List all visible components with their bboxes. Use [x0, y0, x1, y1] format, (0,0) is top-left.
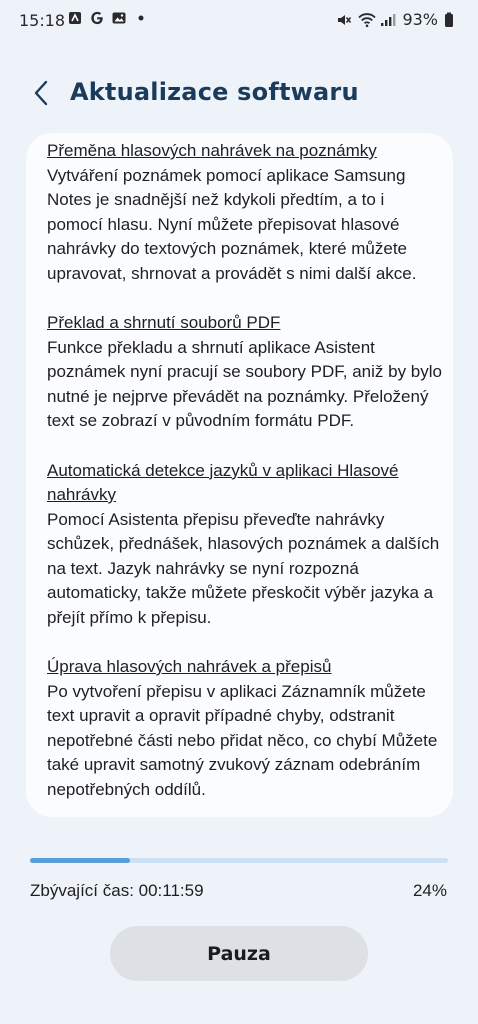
- battery-percent: 93%: [402, 10, 438, 29]
- status-left-icons: [67, 10, 149, 26]
- google-g-icon: [89, 10, 105, 26]
- release-notes-content: [47, 139, 442, 817]
- note-section-body: Funkce překladu a shrnutí aplikace Asistent poznámek nyní pracují se soubory PDF, aniž by bylo nutné je nejprve převádět na poznámky. Přeložený text se zobrazí v původním formátu PDF.: [47, 337, 442, 430]
- chevron-left-icon: [33, 80, 49, 111]
- note-section-body: Po vytvoření přepisu v aplikaci Záznamník můžete text upravit a opravit případné chyby, odstranit nepotřebné části nebo přidat něco, co chybí Můžete také upravit samotný zvukový záznam odebráním nepotřebných oddílů.: [47, 681, 438, 799]
- mute-icon: [336, 12, 352, 28]
- progress-percent-label: 24%: [412, 881, 447, 900]
- status-time: 15:18: [19, 11, 66, 30]
- gallery-icon: [111, 10, 127, 26]
- note-section: [47, 459, 442, 631]
- note-section-title: Přeměna hlasových nahrávek na poznámky: [47, 141, 377, 160]
- progress-bar: [30, 858, 448, 863]
- remaining-time-label: Zbývající čas: 00:11:59: [30, 881, 204, 900]
- note-section-body: Vytváření poznámek pomocí aplikace Samsung Notes je snadnější než kdykoli předtím, a to i pomocí hlasu. Nyní můžete přepisovat hlasové nahrávky do textových poznámek, které můžete upravovat, shrnovat a provádět s nimi další akce.: [47, 165, 417, 283]
- note-section: [47, 655, 442, 802]
- back-button[interactable]: [24, 78, 58, 112]
- wifi-icon: [358, 12, 374, 28]
- note-section-title: Překlad a shrnutí souborů PDF: [47, 313, 281, 332]
- notification-app-icon: [67, 10, 83, 26]
- note-section: [47, 311, 442, 434]
- note-section-title: Úprava hlasových nahrávek a přepisů: [47, 657, 332, 676]
- status-right-icons: [336, 10, 460, 29]
- page-title: Aktualizace softwaru: [70, 78, 359, 106]
- status-bar: [0, 0, 478, 40]
- progress-bar-fill: [30, 858, 130, 863]
- header: [0, 70, 478, 120]
- note-section-title: Automatická detekce jazyků v aplikaci Hlasové nahrávky: [47, 460, 399, 504]
- pause-button[interactable]: Pauza: [110, 926, 368, 981]
- release-notes-card[interactable]: [26, 133, 453, 817]
- battery-icon: [444, 12, 460, 28]
- dot-icon: [133, 10, 149, 26]
- note-section: [47, 139, 442, 286]
- signal-icon: [380, 12, 396, 28]
- note-section-body: Pomocí Asistenta přepisu převeďte nahrávky schůzek, přednášek, hlasových poznámek a dalších na text. Jazyk nahrávky se nyní rozpozná automaticky, takže můžete přeskočit výběr jazyka a přejít přímo k přepisu.: [47, 509, 440, 627]
